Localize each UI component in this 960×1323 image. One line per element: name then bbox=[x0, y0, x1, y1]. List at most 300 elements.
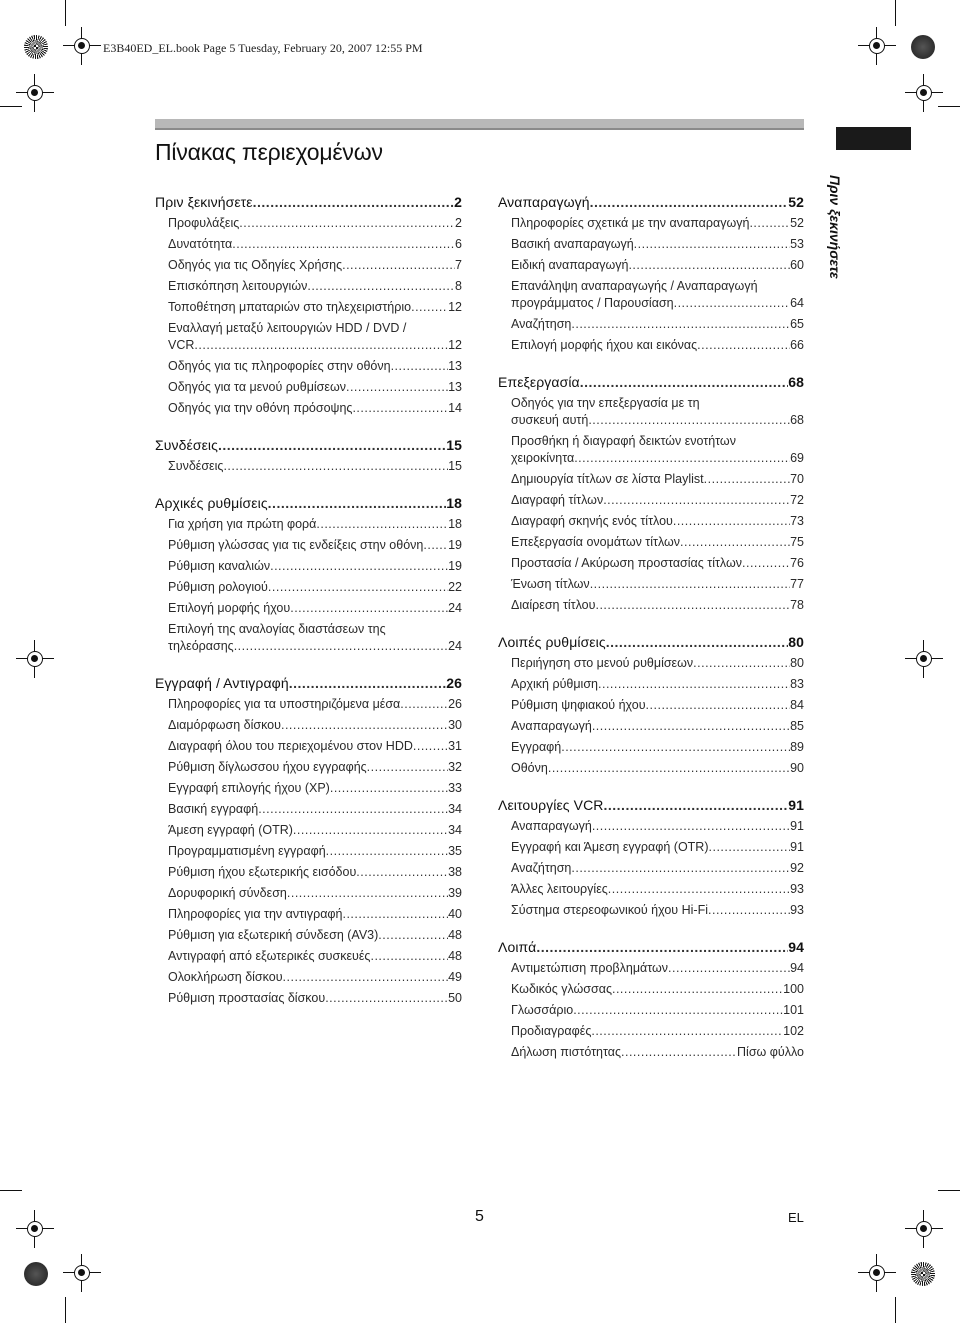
entry-page: 91 bbox=[790, 819, 804, 833]
entry-page: 8 bbox=[455, 279, 462, 293]
entry-page: 24 bbox=[448, 639, 462, 653]
leader-dots bbox=[370, 946, 448, 967]
entry-text: Ρύθμιση προστασίας δίσκου bbox=[168, 991, 326, 1005]
entry-page: 38 bbox=[448, 865, 462, 879]
title-bar bbox=[155, 119, 804, 128]
entry-text: Οδηγός για τα μενού ρυθμίσεων bbox=[168, 380, 346, 394]
toc-entry[interactable] bbox=[498, 595, 804, 616]
entry-text: Αναζήτηση bbox=[511, 861, 572, 875]
crosshair-mark bbox=[24, 1218, 46, 1240]
toc-section-heading[interactable] bbox=[498, 372, 804, 393]
toc-entry[interactable] bbox=[498, 674, 804, 695]
toc-entry[interactable] bbox=[498, 879, 804, 900]
entry-page: 70 bbox=[790, 472, 804, 486]
entry-page: 48 bbox=[448, 949, 462, 963]
leader-dots bbox=[307, 276, 455, 297]
entry-text: Προσθήκη ή διαγραφή δεικτών ενοτήτων bbox=[511, 434, 736, 448]
heading-text: Συνδέσεις bbox=[155, 437, 218, 453]
leader-dots bbox=[621, 1042, 737, 1063]
crosshair-mark bbox=[913, 648, 935, 670]
entry-text: Ολοκλήρωση δίσκου bbox=[168, 970, 283, 984]
heading-page: 68 bbox=[788, 374, 804, 390]
entry-text: Επιλογή μορφής ήχου bbox=[168, 601, 291, 615]
leader-dots bbox=[356, 862, 448, 883]
toc-entry[interactable] bbox=[498, 393, 804, 431]
entry-text: Αντιμετώπιση προβλημάτων bbox=[511, 961, 669, 975]
entry-text: Ρύθμιση ήχου εξωτερικής εισόδου bbox=[168, 865, 357, 879]
heading-page: 26 bbox=[446, 675, 462, 691]
leader-dots bbox=[293, 820, 448, 841]
leader-dots bbox=[223, 456, 448, 477]
print-header: E3B40ED_EL.book Page 5 Tuesday, February 20, 2007 12:55 PM bbox=[103, 41, 423, 55]
entry-page: 52 bbox=[790, 216, 804, 230]
registration-star-mark bbox=[911, 1262, 935, 1286]
crop-mark bbox=[65, 0, 66, 26]
entry-page: 75 bbox=[790, 535, 804, 549]
leader-dots bbox=[268, 493, 447, 514]
toc-left-column bbox=[155, 192, 462, 1025]
toc-entry[interactable] bbox=[155, 778, 462, 799]
entry-text: Οδηγός για την οθόνη πρόσοψης bbox=[168, 401, 353, 415]
toc-entry[interactable] bbox=[155, 619, 462, 657]
toc-entry[interactable] bbox=[155, 925, 462, 946]
leader-dots bbox=[326, 841, 448, 862]
toc-entry[interactable] bbox=[155, 967, 462, 988]
toc-section-heading[interactable] bbox=[155, 673, 462, 694]
entry-page: 60 bbox=[790, 258, 804, 272]
entry-page: 2 bbox=[455, 216, 462, 230]
leader-dots bbox=[281, 715, 448, 736]
entry-page: 101 bbox=[783, 1003, 804, 1017]
leader-dots bbox=[704, 469, 790, 490]
toc-section bbox=[155, 493, 462, 657]
toc-entry[interactable] bbox=[498, 234, 804, 255]
toc-entry[interactable] bbox=[498, 1021, 804, 1042]
entry-page: 72 bbox=[790, 493, 804, 507]
leader-dots bbox=[289, 673, 447, 694]
leader-dots bbox=[628, 255, 790, 276]
toc-entry[interactable] bbox=[498, 816, 804, 837]
toc-entry[interactable] bbox=[155, 904, 462, 925]
toc-entry[interactable] bbox=[498, 1042, 804, 1063]
heading-page: 15 bbox=[446, 437, 462, 453]
crop-mark bbox=[0, 1190, 22, 1191]
crosshair-mark bbox=[71, 1262, 93, 1284]
leader-dots bbox=[413, 736, 448, 757]
leader-dots bbox=[330, 778, 448, 799]
entry-text: Επεξεργασία ονομάτων τίτλων bbox=[511, 535, 681, 549]
crop-mark bbox=[895, 0, 896, 26]
toc-entry[interactable] bbox=[155, 556, 462, 577]
entry-page: 40 bbox=[448, 907, 462, 921]
entry-text: Σύστημα στερεοφωνικού ήχου Hi-Fi bbox=[511, 903, 708, 917]
toc-entry[interactable] bbox=[498, 574, 804, 595]
heading-page: 18 bbox=[446, 495, 462, 511]
leader-dots bbox=[258, 799, 448, 820]
entry-page: 35 bbox=[448, 844, 462, 858]
toc-entry[interactable] bbox=[498, 837, 804, 858]
crop-mark bbox=[938, 1190, 960, 1191]
toc-entry[interactable] bbox=[155, 946, 462, 967]
toc-section-heading[interactable] bbox=[498, 192, 804, 213]
entry-text-cont: προγράμματος / Παρουσίαση bbox=[511, 296, 674, 310]
leader-dots bbox=[709, 837, 791, 858]
entry-page: 50 bbox=[448, 991, 462, 1005]
entry-page: 92 bbox=[790, 861, 804, 875]
entry-text: Διαμόρφωση δίσκου bbox=[168, 718, 281, 732]
entry-page: 77 bbox=[790, 577, 804, 591]
entry-page: 83 bbox=[790, 677, 804, 691]
entry-text: Δορυφορική σύνδεση bbox=[168, 886, 287, 900]
toc-entry[interactable] bbox=[155, 398, 462, 419]
heading-text: Λοιπά bbox=[498, 939, 537, 955]
entry-text: Ειδική αναπαραγωγή bbox=[511, 258, 629, 272]
entry-text: Κωδικός γλώσσας bbox=[511, 982, 612, 996]
crosshair-mark bbox=[24, 82, 46, 104]
entry-page: 80 bbox=[790, 656, 804, 670]
entry-text: Ρύθμιση δίγλωσσου ήχου εγγραφής bbox=[168, 760, 367, 774]
leader-dots bbox=[674, 295, 790, 312]
entry-page: 6 bbox=[455, 237, 462, 251]
leader-dots bbox=[697, 335, 790, 356]
entry-page: 7 bbox=[455, 258, 462, 272]
heading-text: Πριν ξεκινήσετε bbox=[155, 194, 253, 210]
leader-dots bbox=[378, 925, 448, 946]
leader-dots bbox=[608, 879, 790, 900]
entry-text: Βασική εγγραφή bbox=[168, 802, 259, 816]
entry-text-cont: VCR bbox=[168, 338, 195, 352]
entry-text: Εγγραφή και Άμεση εγγραφή (OTR) bbox=[511, 840, 709, 854]
toc-entry[interactable] bbox=[155, 883, 462, 904]
entry-text: Εναλλαγή μεταξύ λειτουργιών HDD / DVD / bbox=[168, 321, 407, 335]
leader-dots bbox=[590, 574, 790, 595]
leader-dots bbox=[571, 314, 790, 335]
entry-text: Διαγραφή όλου του περιεχομένου στον HDD bbox=[168, 739, 413, 753]
crop-mark bbox=[65, 1297, 66, 1323]
entry-text: Συνδέσεις bbox=[168, 459, 224, 473]
leader-dots bbox=[673, 511, 790, 532]
toc-entry[interactable] bbox=[498, 758, 804, 779]
entry-page: 100 bbox=[783, 982, 804, 996]
entry-text: Δήλωση πιστότητας bbox=[511, 1045, 621, 1059]
crop-mark bbox=[0, 106, 22, 107]
toc-entry[interactable] bbox=[155, 862, 462, 883]
leader-dots bbox=[346, 377, 448, 398]
toc-entry[interactable] bbox=[155, 213, 462, 234]
entry-text: Πληροφορίες για τα υποστηριζόμενα μέσα bbox=[168, 697, 401, 711]
toc-entry[interactable] bbox=[498, 958, 804, 979]
toc-entry[interactable] bbox=[498, 314, 804, 335]
entry-line bbox=[168, 337, 462, 354]
entry-text: Προδιαγραφές bbox=[511, 1024, 592, 1038]
entry-text: Ρύθμιση ρολογιού bbox=[168, 580, 268, 594]
leader-dots bbox=[239, 213, 455, 234]
heading-page: 52 bbox=[788, 194, 804, 210]
entry-page: 68 bbox=[790, 413, 804, 427]
leader-dots bbox=[591, 1021, 783, 1042]
leader-dots bbox=[646, 695, 791, 716]
toc-section-heading[interactable] bbox=[498, 795, 804, 816]
leader-dots bbox=[270, 556, 448, 577]
entry-text: Διαίρεση τίτλου bbox=[511, 598, 596, 612]
entry-page: 91 bbox=[790, 840, 804, 854]
entry-page: 90 bbox=[790, 761, 804, 775]
entry-text: Διαγραφή σκηνής ενός τίτλου bbox=[511, 514, 673, 528]
entry-text: Άμεση εγγραφή (OTR) bbox=[168, 823, 293, 837]
entry-page: Πίσω φύλλο bbox=[737, 1045, 804, 1059]
entry-page: 19 bbox=[448, 559, 462, 573]
toc-entry[interactable] bbox=[498, 213, 804, 234]
toc-section-heading[interactable] bbox=[155, 435, 462, 456]
toc-entry[interactable] bbox=[498, 900, 804, 921]
entry-text: Οδηγός για τις Οδηγίες Χρήσης bbox=[168, 258, 343, 272]
heading-text: Εγγραφή / Αντιγραφή bbox=[155, 675, 289, 691]
toc-entry[interactable] bbox=[155, 820, 462, 841]
registration-solid-mark bbox=[911, 35, 935, 59]
toc-entry[interactable] bbox=[155, 276, 462, 297]
toc-entry[interactable] bbox=[498, 511, 804, 532]
entry-page: 33 bbox=[448, 781, 462, 795]
entry-text: Εγγραφή bbox=[511, 740, 562, 754]
toc-entry[interactable] bbox=[155, 757, 462, 778]
toc-entry[interactable] bbox=[155, 456, 462, 477]
toc-entry[interactable] bbox=[498, 532, 804, 553]
entry-page: 85 bbox=[790, 719, 804, 733]
language-code: EL bbox=[788, 1210, 804, 1225]
leader-dots bbox=[573, 1000, 783, 1021]
entry-text: Ρύθμιση καναλιών bbox=[168, 559, 271, 573]
leader-dots bbox=[708, 900, 790, 921]
toc-section-heading[interactable] bbox=[498, 632, 804, 653]
section-tab bbox=[836, 127, 911, 150]
entry-page: 89 bbox=[790, 740, 804, 754]
entry-text: Προφυλάξεις bbox=[168, 216, 240, 230]
entry-text: Επιλογή μορφής ήχου και εικόνας bbox=[511, 338, 698, 352]
entry-page: 93 bbox=[790, 882, 804, 896]
toc-entry[interactable] bbox=[498, 695, 804, 716]
leader-dots bbox=[668, 958, 790, 979]
leader-dots bbox=[536, 937, 788, 958]
toc-entry[interactable] bbox=[498, 979, 804, 1000]
crop-mark bbox=[895, 1297, 896, 1323]
entry-page: 26 bbox=[448, 697, 462, 711]
entry-line bbox=[511, 295, 804, 312]
entry-page: 12 bbox=[448, 338, 462, 352]
entry-text: Τοποθέτηση μπαταριών στο τηλεχειριστήριο bbox=[168, 300, 412, 314]
leader-dots bbox=[604, 795, 789, 816]
entry-text: Αναπαραγωγή bbox=[511, 719, 592, 733]
entry-page: 31 bbox=[448, 739, 462, 753]
entry-text-cont: χειροκίνητα bbox=[511, 451, 575, 465]
entry-page: 73 bbox=[790, 514, 804, 528]
entry-text: Πληροφορίες σχετικά με την αναπαραγωγή bbox=[511, 216, 750, 230]
leader-dots bbox=[598, 674, 790, 695]
leader-dots bbox=[287, 883, 448, 904]
leader-dots bbox=[268, 577, 448, 598]
leader-dots bbox=[194, 337, 448, 354]
entry-text: Εγγραφή επιλογής ήχου (XP) bbox=[168, 781, 330, 795]
toc-entry[interactable] bbox=[498, 276, 804, 314]
crop-mark bbox=[938, 106, 960, 107]
toc-entry[interactable] bbox=[155, 377, 462, 398]
leader-dots bbox=[574, 450, 790, 467]
toc-entry[interactable] bbox=[155, 514, 462, 535]
heading-text: Λειτουργίες VCR bbox=[498, 797, 604, 813]
toc-section bbox=[498, 372, 804, 616]
toc-entry[interactable] bbox=[155, 255, 462, 276]
entry-text: Οθόνη bbox=[511, 761, 548, 775]
leader-dots bbox=[234, 638, 448, 655]
leader-dots bbox=[603, 490, 790, 511]
toc-entry[interactable] bbox=[498, 335, 804, 356]
leader-dots bbox=[592, 716, 790, 737]
toc-entry[interactable] bbox=[155, 841, 462, 862]
entry-page: 19 bbox=[448, 538, 462, 552]
title-rule bbox=[155, 128, 804, 130]
page-title: Πίνακας περιεχομένων bbox=[155, 139, 383, 165]
leader-dots bbox=[592, 816, 790, 837]
leader-dots bbox=[218, 435, 446, 456]
entry-text: Αρχική ρύθμιση bbox=[511, 677, 599, 691]
toc-entry[interactable] bbox=[498, 653, 804, 674]
toc-entry[interactable] bbox=[498, 490, 804, 511]
entry-page: 76 bbox=[790, 556, 804, 570]
entry-text: Αντιγραφή από εξωτερικές συσκευές bbox=[168, 949, 371, 963]
entry-page: 69 bbox=[790, 451, 804, 465]
toc-entry[interactable] bbox=[155, 356, 462, 377]
leader-dots bbox=[232, 234, 455, 255]
entry-page: 53 bbox=[790, 237, 804, 251]
toc-entry[interactable] bbox=[155, 736, 462, 757]
entry-page: 66 bbox=[790, 338, 804, 352]
heading-page: 80 bbox=[788, 634, 804, 650]
leader-dots bbox=[634, 234, 790, 255]
leader-dots bbox=[423, 535, 448, 556]
heading-page: 2 bbox=[454, 194, 462, 210]
crosshair-mark bbox=[913, 1218, 935, 1240]
entry-page: 12 bbox=[448, 300, 462, 314]
entry-page: 49 bbox=[448, 970, 462, 984]
leader-dots bbox=[590, 192, 789, 213]
leader-dots bbox=[253, 192, 454, 213]
leader-dots bbox=[595, 595, 790, 616]
toc-entry[interactable] bbox=[155, 799, 462, 820]
entry-page: 13 bbox=[448, 359, 462, 373]
page-number: 5 bbox=[475, 1208, 484, 1225]
entry-line bbox=[511, 412, 804, 429]
leader-dots bbox=[561, 737, 790, 758]
toc-entry[interactable] bbox=[155, 577, 462, 598]
entry-page: 84 bbox=[790, 698, 804, 712]
entry-page: 14 bbox=[448, 401, 462, 415]
toc-section bbox=[155, 673, 462, 1009]
toc-entry[interactable] bbox=[155, 715, 462, 736]
heading-text: Λοιπές ρυθμίσεις bbox=[498, 634, 606, 650]
toc-entry[interactable] bbox=[155, 535, 462, 556]
toc-section bbox=[498, 632, 804, 779]
entry-text: Προστασία / Ακύρωση προστασίας τίτλων bbox=[511, 556, 742, 570]
toc-entry[interactable] bbox=[155, 694, 462, 715]
toc-entry[interactable] bbox=[498, 858, 804, 879]
entry-text: Επανάληψη αναπαραγωγής / Αναπαραγωγή bbox=[511, 279, 758, 293]
registration-solid-mark bbox=[24, 1262, 48, 1286]
leader-dots bbox=[316, 514, 448, 535]
toc-section-heading[interactable] bbox=[155, 192, 462, 213]
toc-entry[interactable] bbox=[498, 1000, 804, 1021]
leader-dots bbox=[391, 356, 449, 377]
entry-page: 18 bbox=[448, 517, 462, 531]
toc-entry[interactable] bbox=[498, 553, 804, 574]
toc-section bbox=[498, 937, 804, 1063]
toc-section-heading[interactable] bbox=[155, 493, 462, 514]
entry-text: Ρύθμιση ψηφιακού ήχου bbox=[511, 698, 646, 712]
toc-entry[interactable] bbox=[155, 318, 462, 356]
leader-dots bbox=[693, 653, 790, 674]
section-side-label: Πριν ξεκινήσετε bbox=[827, 175, 843, 279]
crosshair-mark bbox=[866, 35, 888, 57]
toc-entry[interactable] bbox=[498, 716, 804, 737]
entry-text: Βασική αναπαραγωγή bbox=[511, 237, 634, 251]
entry-text: Διαγραφή τίτλων bbox=[511, 493, 604, 507]
entry-page: 22 bbox=[448, 580, 462, 594]
entry-text-cont: συσκευή αυτή bbox=[511, 413, 589, 427]
entry-text: Αναπαραγωγή bbox=[511, 819, 592, 833]
toc-section bbox=[155, 192, 462, 419]
entry-page: 15 bbox=[448, 459, 462, 473]
heading-text: Επεξεργασία bbox=[498, 374, 580, 390]
toc-entry[interactable] bbox=[498, 255, 804, 276]
registration-star-mark bbox=[24, 35, 48, 59]
toc-section-heading[interactable] bbox=[498, 937, 804, 958]
entry-line bbox=[511, 450, 804, 467]
entry-text: Επιλογή της αναλογίας διαστάσεων της bbox=[168, 622, 386, 636]
entry-text: Δυνατότητα bbox=[168, 237, 233, 251]
toc-right-column bbox=[498, 192, 804, 1079]
entry-text: Ένωση τίτλων bbox=[511, 577, 590, 591]
crosshair-mark bbox=[866, 1262, 888, 1284]
entry-page: 32 bbox=[448, 760, 462, 774]
entry-text: Οδηγός για την επεξεργασία με τη bbox=[511, 396, 700, 410]
entry-page: 94 bbox=[790, 961, 804, 975]
entry-page: 64 bbox=[790, 296, 804, 310]
leader-dots bbox=[342, 904, 448, 925]
toc-entry[interactable] bbox=[155, 598, 462, 619]
toc-entry[interactable] bbox=[498, 469, 804, 490]
entry-text: Πληροφορίες για την αντιγραφή bbox=[168, 907, 343, 921]
toc-entry[interactable] bbox=[155, 234, 462, 255]
crosshair-mark bbox=[913, 82, 935, 104]
heading-text: Αναπαραγωγή bbox=[498, 194, 590, 210]
leader-dots bbox=[749, 213, 790, 234]
entry-page: 13 bbox=[448, 380, 462, 394]
entry-page: 34 bbox=[448, 802, 462, 816]
toc-entry[interactable] bbox=[498, 737, 804, 758]
entry-text-cont: τηλεόρασης bbox=[168, 639, 234, 653]
toc-section bbox=[498, 795, 804, 921]
entry-text: Προγραμματισμένη εγγραφή bbox=[168, 844, 326, 858]
entry-text: Περιήγηση στο μενού ρυθμίσεων bbox=[511, 656, 694, 670]
toc-entry[interactable] bbox=[155, 988, 462, 1009]
leader-dots bbox=[606, 632, 789, 653]
heading-page: 94 bbox=[788, 939, 804, 955]
entry-line bbox=[168, 638, 462, 655]
toc-section bbox=[498, 192, 804, 356]
leader-dots bbox=[571, 858, 790, 879]
toc-entry[interactable] bbox=[498, 431, 804, 469]
entry-page: 39 bbox=[448, 886, 462, 900]
toc-entry[interactable] bbox=[155, 297, 462, 318]
leader-dots bbox=[325, 988, 448, 1009]
